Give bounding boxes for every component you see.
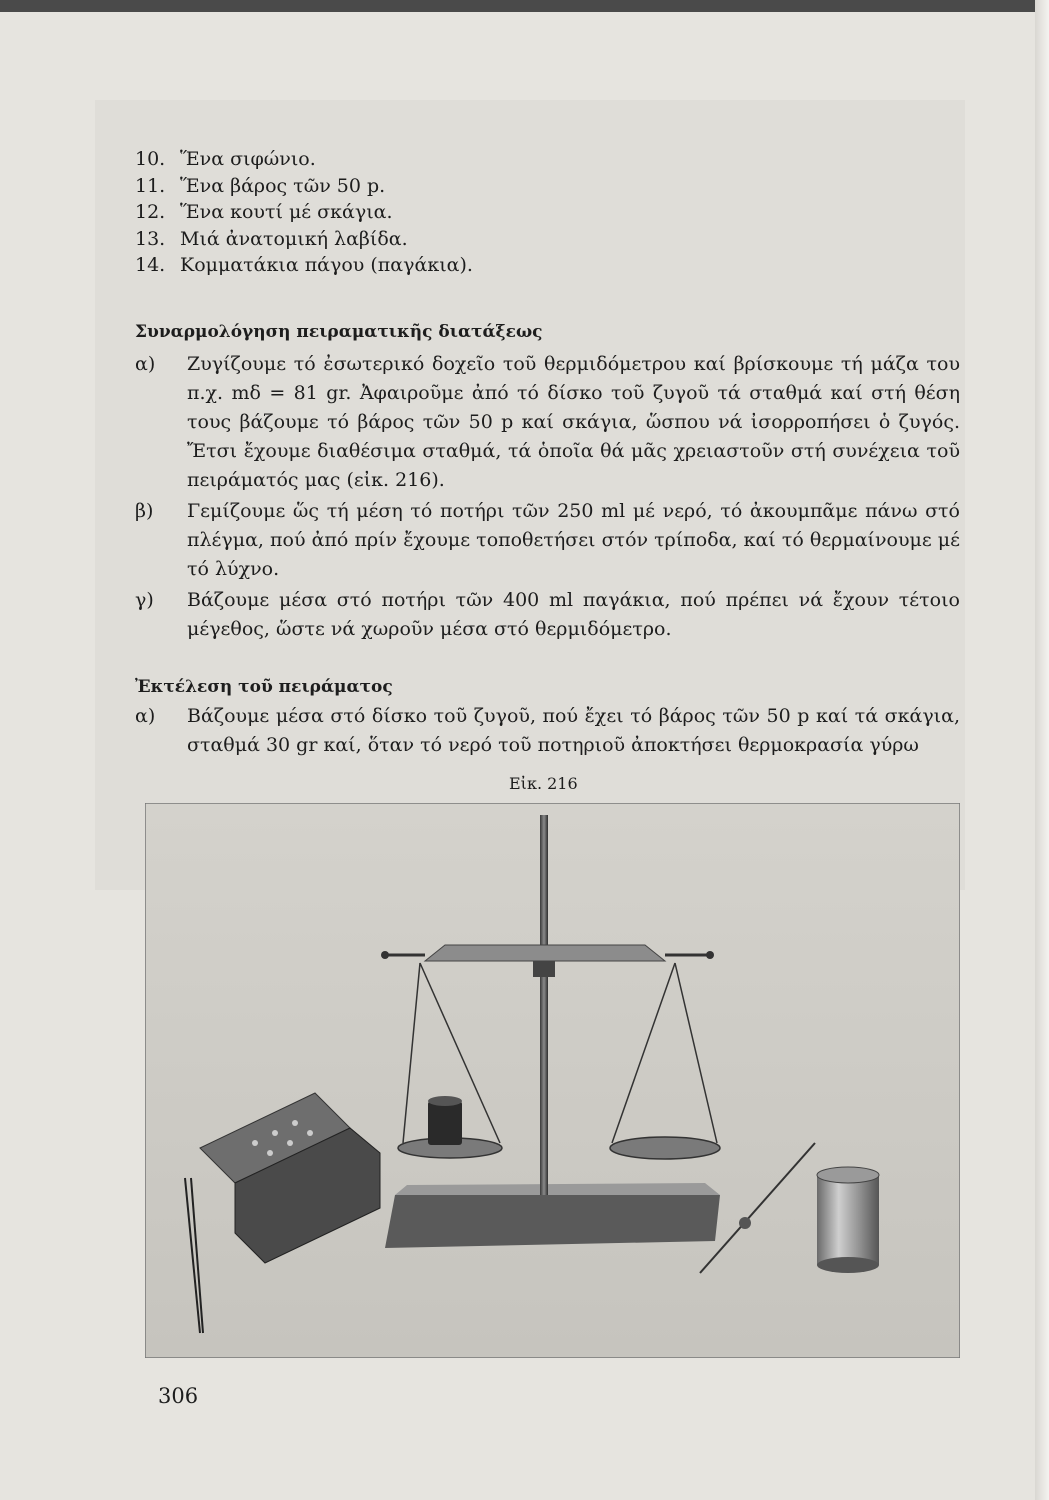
list-item: 11. Ἕνα βάρος τῶν 50 p. [135,174,386,197]
assembly-heading: Συναρμολόγηση πειραματικῆς διατάξεως [135,322,543,342]
balance-knob-left [381,951,389,959]
balance-pillar [540,815,548,1195]
equipment-list [135,146,473,279]
list-item: 14. Κομματάκια πάγου (παγάκια). [135,254,473,276]
calorimeter-bottom [817,1257,879,1273]
calorimeter-cylinder [817,1175,879,1265]
thermometer-bulb [739,1217,751,1229]
page-edge-top [0,0,1049,12]
calorimeter-inner-rim [428,1096,462,1106]
weight-hole [292,1120,298,1126]
step-item: α) Ζυγίζουμε τό ἐσωτερικό δοχεῖο τοῦ θερμιδόμετρου καί βρίσκουμε τή μάζα του π.χ. mδ = 81 gr. Ἀφαιροῦμε ἀπό τό δίσκο τοῦ ζυγοῦ τά σταθμά καί στή θέση τους βάζουμε τό βάρος τῶν 50 p καί σκάγια, ὥσπου νά ἰσορροπήσει ὁ ζυγός. Ἔτσι ἔχουμε διαθέσιμα σταθμά, τά ὁποῖα θά μᾶς χρειαστοῦν στή συνέχεια τοῦ πειράματός μας (εἰκ. 216). [135,353,960,491]
execution-steps [135,702,960,762]
weight-hole [307,1130,313,1136]
step-item: α) Βάζουμε μέσα στό δίσκο τοῦ ζυγοῦ, πού ἔχει τό βάρος τῶν 50 p καί τά σκάγια, σταθμά 30 gr καί, ὅταν τό νερό τοῦ ποτηριοῦ ἀποκτήσει θερμοκρασία γύρω [135,705,960,756]
balance-beam [425,945,665,961]
weight-hole [252,1140,258,1146]
step-item: β) Γεμίζουμε ὥς τή μέση τό ποτήρι τῶν 250 ml μέ νερό, τό ἀκουμπᾶμε πάνω στό πλέγμα, πού ἀπό πρίν ἔχουμε τοποθετήσει στόν τρίποδα, καί τό θερμαίνουμε μέ τό λύχνο. [135,500,960,580]
calorimeter-top [817,1167,879,1183]
page-edge-right [1035,0,1049,1500]
page-number: 306 [158,1384,199,1408]
figure-caption: Εἰκ. 216 [509,774,578,793]
photo-background [145,803,960,1358]
step-item: γ) Βάζουμε μέσα στό ποτήρι τῶν 400 ml παγάκια, πού πρέπει νά ἔχουν τέτοιο μέγεθος, ὥστε νά χωροῦν μέσα στό θερμιδόμετρο. [135,589,960,640]
list-item: 13. Μιά ἀνατομική λαβίδα. [135,227,408,250]
balance-base-top [395,1183,720,1195]
balance-base [385,1195,720,1248]
assembly-steps [135,350,960,646]
weight-hole [267,1150,273,1156]
calorimeter-inner-vessel [428,1101,462,1145]
weight-hole [287,1140,293,1146]
weight-hole [272,1130,278,1136]
list-item: 12. Ἕνα κουτί μέ σκάγια. [135,201,393,223]
balance-knob-right [706,951,714,959]
balance-scale-photo [145,803,960,1358]
right-pan [610,1137,720,1159]
list-item: 10. Ἕνα σιφώνιο. [135,148,316,170]
execution-heading: Ἐκτέλεση τοῦ πειράματος [135,677,393,697]
